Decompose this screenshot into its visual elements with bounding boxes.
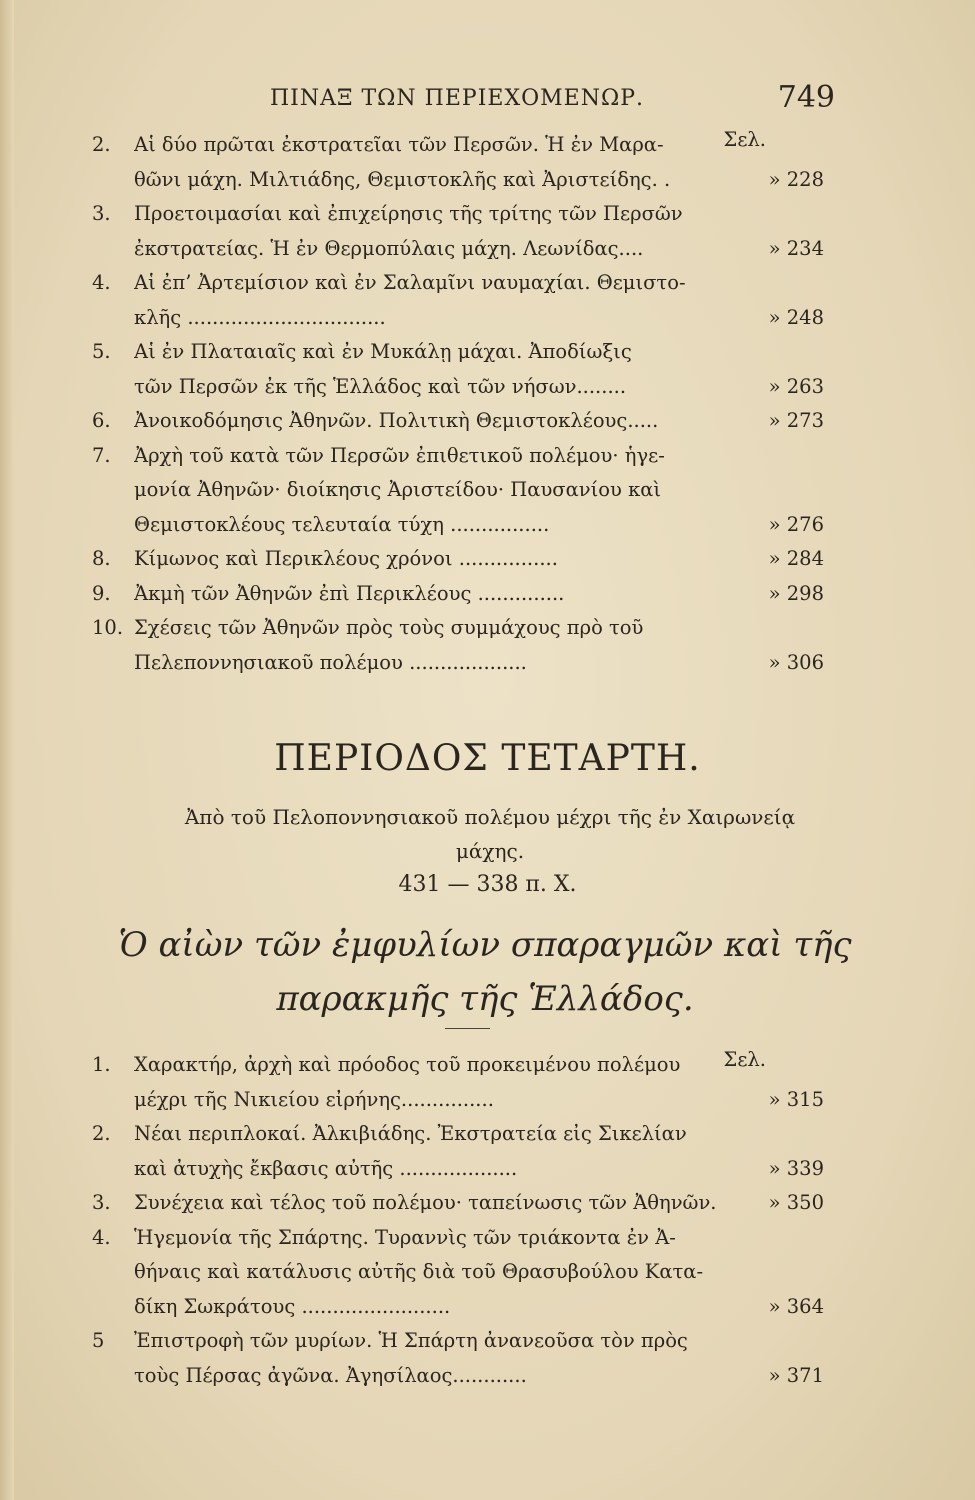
toc-entry-line: Σχέσεις τῶν Ἀθηνῶν πρὸς τοὺς συμμάχους πρὸ τοῦ [134,616,644,639]
toc-entry-line: Προετοιμασίαι καὶ ἐπιχείρησις τῆς τρίτης τῶν Περσῶν [134,202,683,225]
toc-entry [92,542,832,577]
toc-entry-page: » 273 [768,409,824,432]
toc-entry [92,1048,832,1117]
toc-entry-line: Συνέχεια καὶ τέλος τοῦ πολέμου· ταπείνωσις τῶν Ἀθηνῶν. [134,1191,717,1214]
toc-entry [92,1117,832,1186]
toc-entry-number: 8. [92,547,111,570]
toc-entry-number: 7. [92,443,111,467]
toc-entry-line: μέχρι τῆς Νικιείου εἰρήνης............... [134,1087,494,1111]
toc-entry-number: 3. [92,1191,111,1214]
toc-entry-number: 1. [92,1053,111,1076]
toc-entry-line: Ἡγεμονία τῆς Σπάρτης. Τυραννὶς τῶν τριάκοντα ἐν Ἀ- [134,1225,676,1249]
toc-entry-line: καὶ ἀτυχὴς ἔκβασις αὐτῆς ................... [134,1156,518,1180]
page-column-label: Σελ. [723,128,766,151]
toc-entry-line: τῶν Περσῶν ἐκ τῆς Ἑλλάδος καὶ τῶν νήσων........ [134,374,627,398]
toc-entry-line: Χαρακτήρ, ἀρχὴ καὶ πρόοδος τοῦ προκειμένου πολέμου [134,1053,681,1076]
toc-entry-line: Ἀκμὴ τῶν Ἀθηνῶν ἐπὶ Περικλέους .............. [134,581,565,605]
toc-entry-number: 5 [92,1329,105,1352]
toc-entry-page: » 228 [768,167,824,191]
toc-entry-page: » 306 [768,650,824,674]
toc-entry-page: » 263 [768,374,824,398]
toc-entry-line: Κίμωνος καὶ Περικλέους χρόνοι ................ [134,547,558,570]
toc-entry-page: » 248 [768,305,824,329]
period-title: ΠΕΡΙΟΔΟΣ ΤΕΤΑΡΤΗ. [274,738,701,779]
toc-entry-number: 6. [92,409,111,432]
toc-entry-line: τοὺς Πέρσας ἀγῶνα. Ἀγησίλαος............ [134,1363,527,1387]
toc-entry-line: Νέαι περιπλοκαί. Ἀλκιβιάδης. Ἐκστρατεία εἰς Σικελίαν [134,1122,687,1145]
toc-entry-line: Ἀνοικοδόμησις Ἀθηνῶν. Πολιτικὴ Θεμιστοκλέους..... [134,409,659,432]
toc-entry-line: Ἐπιστροφὴ τῶν μυρίων. Ἡ Σπάρτη ἀνανεοῦσα τὸν πρὸς [134,1329,688,1352]
toc-entry-number: 4. [92,271,111,294]
page-number: 749 [777,80,835,115]
toc-entry-page: » 276 [768,512,824,536]
toc-entry-line: θῶνι μάχη. Μιλτιάδης, Θεμιστοκλῆς καὶ Ἀριστείδης. . [134,167,671,191]
page-column-label: Σελ. [723,1048,766,1071]
toc-entry [92,197,832,266]
toc-entry-number: 2. [92,1122,111,1145]
toc-entry-page: » 364 [768,1294,824,1318]
toc-entry-line: δίκη Σωκράτους ........................ [134,1294,451,1318]
toc-entry [92,611,832,680]
toc-entry-number: 2. [92,133,111,156]
period-subtitle: Ἀπὸ τοῦ Πελοποννησιακοῦ πολέμου μέχρι τῆς ἐν Χαιρωνείᾳ μάχης. [184,805,796,863]
toc-entry-page: » 315 [768,1087,824,1111]
toc-entry-line: κλῆς ................................ [134,305,386,329]
page-header [270,80,835,120]
period-motto: Ὁ αἰὼν τῶν ἐμφυλίων σπαραγμῶν καὶ τῆς παρακμῆς τῆς Ἑλλάδος. [118,925,852,1019]
running-title: ΠΙΝΑΞ ΤΩΝ ΠΕΡΙΕΧΟΜΕΝΩΡ. [270,86,645,111]
toc-entry-number: 9. [92,581,111,605]
toc-entry-line: Ἀρχὴ τοῦ κατὰ τῶν Περσῶν ἐπιθετικοῦ πολέμου· ἡγε- [134,443,665,467]
toc-entry [92,266,832,335]
toc-entry [92,128,832,197]
toc-part-1 [92,128,832,680]
period-years: 431 — 338 π. Χ. [398,872,577,897]
toc-entry-line: μονία Ἀθηνῶν· διοίκησις Ἀριστείδου· Παυσανίου καὶ [134,478,662,501]
toc-entry-number: 3. [92,202,111,225]
toc-entry-line: θήναις καὶ κατάλυσις αὐτῆς διὰ τοῦ Θρασυβούλου Κατα- [134,1260,704,1283]
toc-entry-page: » 284 [768,547,824,570]
toc-entry [92,577,832,612]
toc-entry-page: » 339 [768,1156,824,1180]
toc-entry-page: » 298 [768,581,824,605]
toc-entry-page: » 371 [768,1363,824,1387]
toc-entry [92,1186,832,1221]
toc-entry-line: Αἱ ἐπ’ Ἀρτεμίσιον καὶ ἐν Σαλαμῖνι ναυμαχίαι. Θεμιστο- [134,271,686,294]
toc-entry-line: Θεμιστοκλέους τελευταία τύχη ................ [134,512,550,536]
toc-entry-line: Αἱ δύο πρῶται ἐκστρατεῖαι τῶν Περσῶν. Ἡ ἐν Μαρα- [134,133,664,156]
toc-entry-page: » 234 [768,236,824,260]
toc-entry [92,335,832,404]
toc-entry-line: Αἱ ἐν Πλαταιαῖς καὶ ἐν Μυκάλῃ μάχαι. Ἀποδίωξις [134,340,632,363]
toc-entry-number: 4. [92,1225,111,1249]
toc-entry [92,404,832,439]
toc-entry-page: » 350 [768,1191,824,1214]
toc-entry-line: ἐκστρατείας. Ἡ ἐν Θερμοπύλαις μάχη. Λεωνίδας.... [134,236,644,260]
toc-entry [92,439,832,543]
toc-entry-line: Πελεποννησιακοῦ πολέμου ................... [134,650,527,674]
toc-part-2 [92,1048,832,1393]
toc-entry [92,1324,832,1393]
toc-entry-number: 10. [92,616,124,639]
toc-entry-number: 5. [92,340,111,363]
divider-rule [445,1028,490,1029]
toc-entry [92,1221,832,1325]
